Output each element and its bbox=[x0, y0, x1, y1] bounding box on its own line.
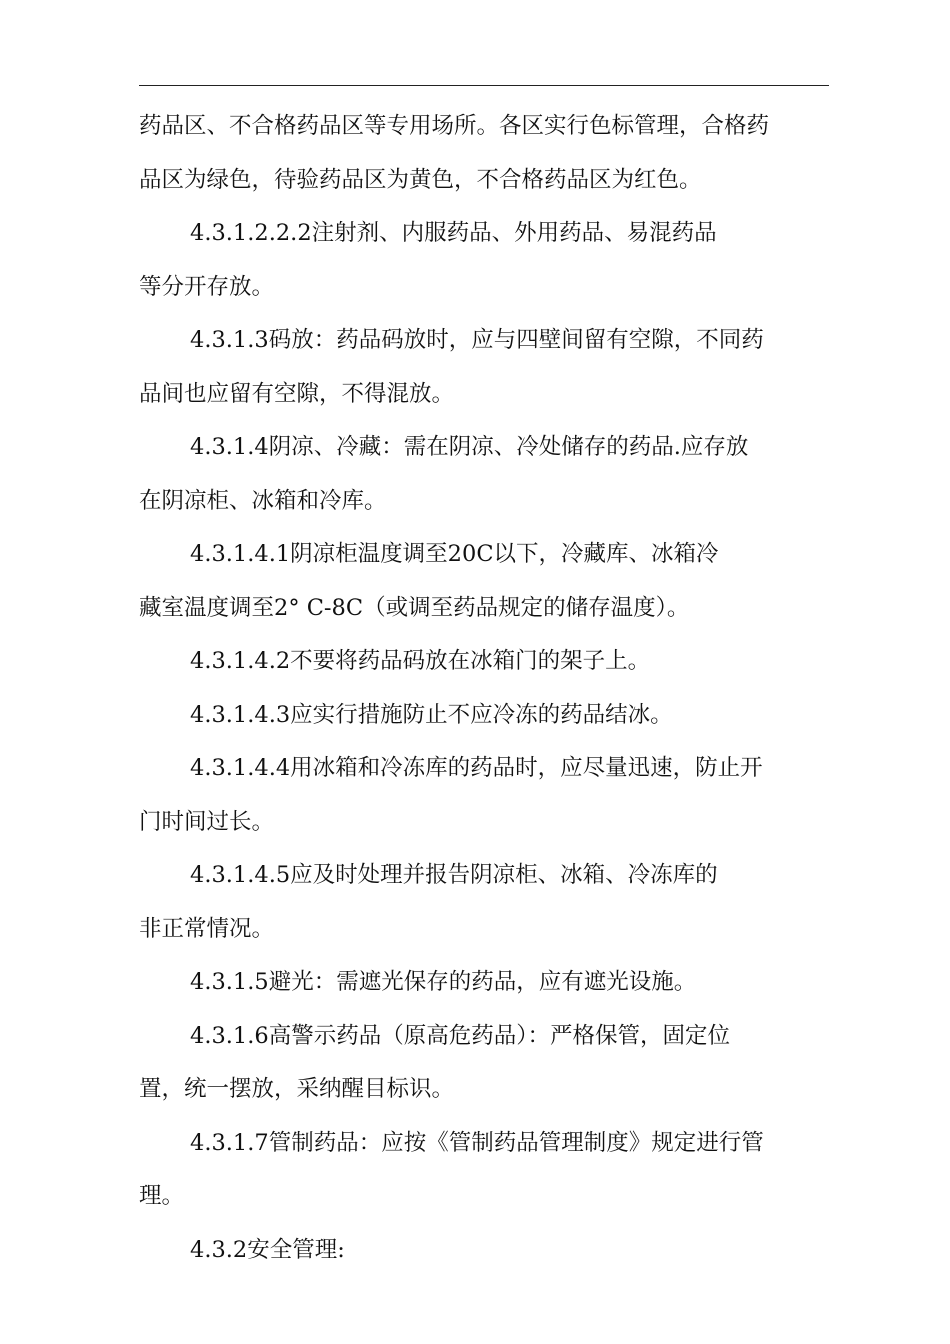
text-line: 药品区、不合格药品区等专用场所。各区实行色标管理，合格药 bbox=[139, 113, 770, 139]
text-line: 理。 bbox=[139, 1183, 185, 1209]
header-rule bbox=[139, 85, 829, 86]
text-line: 藏室温度调至2° C-8C（或调至药品规定的储存温度）。 bbox=[139, 594, 690, 621]
text-line: 4.3.1.4.1阴凉柜温度调至20C以下，冷藏库、冰箱冷 bbox=[190, 541, 719, 567]
text-line: 4.3.1.6高警示药品（原高危药品）：严格保管，固定位 bbox=[190, 1022, 730, 1049]
text-line: 4.3.1.5避光：需遮光保存的药品，应有遮光设施。 bbox=[190, 969, 697, 995]
text-line: 品间也应留有空隙，不得混放。 bbox=[139, 380, 455, 407]
text-line: 非正常情况。 bbox=[139, 915, 275, 942]
document-body bbox=[139, 100, 839, 1277]
text-line: 4.3.1.2.2.2注射剂、内服药品、外用药品、易混药品 bbox=[190, 220, 717, 246]
text-line: 4.3.1.4.2不要将药品码放在冰箱门的架子上。 bbox=[190, 648, 651, 674]
text-line: 在阴凉柜、冰箱和冷库。 bbox=[139, 487, 387, 514]
text-line: 4.3.1.4.4用冰箱和冷冻库的药品时，应尽量迅速，防止开 bbox=[190, 755, 763, 781]
text-line: 4.3.1.4阴凉、冷藏：需在阴凉、冷处储存的药品.应存放 bbox=[190, 434, 749, 460]
text-line: 4.3.2安全管理: bbox=[190, 1236, 345, 1263]
text-line: 品区为绿色，待验药品区为黄色，不合格药品区为红色。 bbox=[139, 166, 702, 193]
text-line: 4.3.1.3码放：药品码放时，应与四壁间留有空隙，不同药 bbox=[190, 327, 764, 353]
text-line: 置，统一摆放，采纳醒目标识。 bbox=[139, 1076, 455, 1102]
text-line: 4.3.1.4.3应实行措施防止不应冷冻的药品结冰。 bbox=[190, 701, 673, 728]
text-line: 4.3.1.4.5应及时处理并报告阴凉柜、冰箱、冷冻库的 bbox=[190, 862, 718, 888]
text-line: 门时间过长。 bbox=[139, 808, 275, 835]
text-line: 等分开存放。 bbox=[139, 273, 275, 300]
text-line: 4.3.1.7管制药品：应按《管制药品管理制度》规定进行管 bbox=[190, 1129, 764, 1156]
